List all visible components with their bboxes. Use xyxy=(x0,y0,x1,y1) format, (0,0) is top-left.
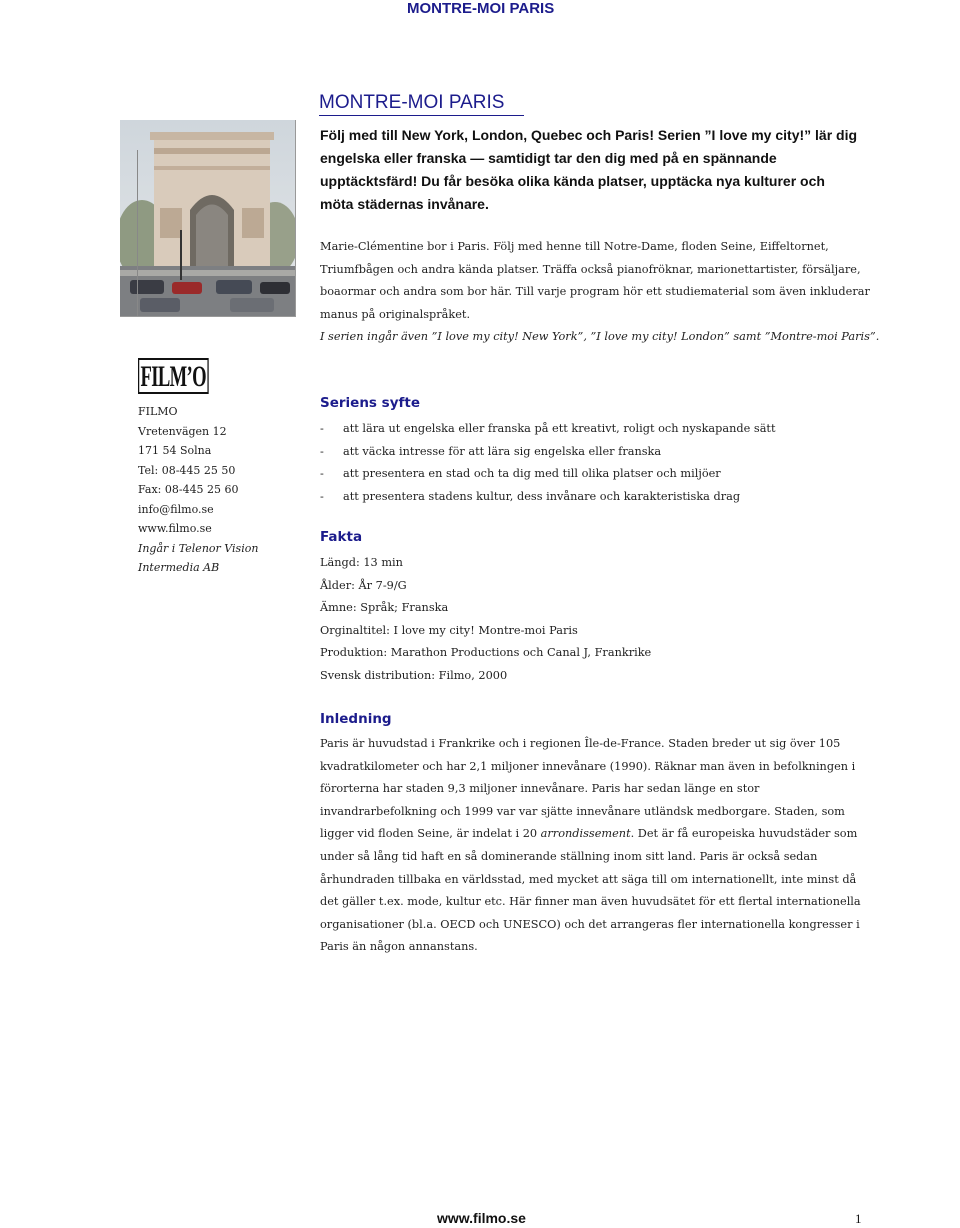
syfte-list xyxy=(320,418,880,508)
contact-web[interactable]: www.filmo.se xyxy=(138,522,212,535)
list-dash: - xyxy=(320,422,324,435)
list-item xyxy=(320,486,880,509)
contact-email[interactable]: info@filmo.se xyxy=(138,502,214,516)
syfte-heading: Seriens syfte xyxy=(320,395,420,411)
contact-part-of-1: Ingår i Telenor Vision xyxy=(138,541,259,555)
fakta-distribution: Svensk distribution: Filmo, 2000 xyxy=(320,668,508,682)
list-item xyxy=(320,418,880,441)
list-item-text: att lära ut engelska eller franska på ett kreativt, roligt och nyskapande sätt xyxy=(343,422,776,435)
list-item-text: att presentera stadens kultur, dess invånare och karakteristiska drag xyxy=(343,489,741,503)
inledning-text-b: . Det är få europeiska huvudstäder som under så lång tid haft en så dominerande ställning inom sitt land. Paris är också sedan århundraden tillbaka en världsstad, med mycket att säga till om internationellt, inte minst då det gäller t.ex. mode, kultur etc. Här finner man även huvudsätet för ett flertal internationella organisationer (bl.a. OECD och UNESCO) och det arrangeras fler internationella kongresser i Paris än någon annanstans. xyxy=(320,827,861,954)
fakta-length: Längd: 13 min xyxy=(320,556,403,569)
footer-url[interactable]: www.filmo.se xyxy=(437,1210,526,1226)
document-title: MONTRE-MOI PARIS xyxy=(319,92,524,116)
arc-de-triomphe-photo xyxy=(120,120,296,317)
contact-street: Vretenvägen 12 xyxy=(138,424,227,438)
fakta-subject: Ämne: Språk; Franska xyxy=(320,601,449,615)
list-item-text: att väcka intresse för att lära sig engelska eller franska xyxy=(343,444,662,458)
fakta-heading: Fakta xyxy=(320,529,363,545)
filmo-logo: FILM’O xyxy=(138,358,208,394)
series-includes-text: I serien ingår även ”I love my city! New York”, ”I love my city! London” samt ”Montre-moi Paris”. xyxy=(320,330,880,343)
list-dash: - xyxy=(320,444,324,458)
inledning-paragraph xyxy=(320,733,876,959)
list-dash: - xyxy=(320,489,324,503)
fakta-age: Ålder: År 7-9/G xyxy=(320,578,407,592)
contact-block xyxy=(138,402,258,578)
series-description-text: Marie-Clémentine bor i Paris. Följ med henne till Notre-Dame, floden Seine, Eiffeltornet, Triumfbågen och andra kända platser. Träffa också pianofröknar, marionettartister, försäljare, boaormar och andra som bor här. Till varje program hör ett studiematerial som även inkluderar manus på originalspråket. xyxy=(320,240,870,321)
fakta-production: Produktion: Marathon Productions och Canal J, Frankrike xyxy=(320,646,652,660)
contact-company: FILMO xyxy=(138,405,178,418)
contact-fax: Fax: 08-445 25 60 xyxy=(138,483,239,496)
page-number: 1 xyxy=(855,1211,862,1226)
contact-tel: Tel: 08-445 25 50 xyxy=(138,463,236,477)
inledning-heading: Inledning xyxy=(320,711,392,727)
intro-paragraph: Följ med till New York, London, Quebec och Paris! Serien ”I love my city!” lär dig engelska eller franska — samtidigt tar den dig med på en spännande upptäcktsfärd! Du får besöka olika kända platser, upptäcka nya kulturer och möta städernas invånare. xyxy=(320,127,858,212)
list-dash: - xyxy=(320,467,324,480)
list-item-text: att presentera en stad och ta dig med till olika platser och miljöer xyxy=(343,467,721,480)
inledning-text-a: Paris är huvudstad i Frankrike och i regionen Île-de-France. Staden breder ut sig över 105 kvadratkilometer och har 2,1 miljoner innevånare (1990). Räknar man även in befolkningen i förorterna har staden 9,3 miljoner innevånare. Paris har sedan länge en stor invandrarbefolkning och 1999 var var sjätte innevånare utländsk medborgare. Staden, som ligger vid floden Seine, är indelat i 20 xyxy=(320,737,856,841)
fakta-original-title: Orginaltitel: I love my city! Montre-moi Paris xyxy=(320,623,578,637)
list-item xyxy=(320,463,880,486)
series-description xyxy=(320,236,880,349)
list-item xyxy=(320,441,880,464)
photo-frame-line xyxy=(137,150,138,316)
running-header: MONTRE-MOI PARIS xyxy=(407,0,555,17)
inledning-text-italic: arrondissement xyxy=(540,827,631,841)
contact-part-of-2: Intermedia AB xyxy=(138,561,220,574)
fakta-list xyxy=(320,552,651,688)
contact-postal: 171 54 Solna xyxy=(138,444,212,457)
